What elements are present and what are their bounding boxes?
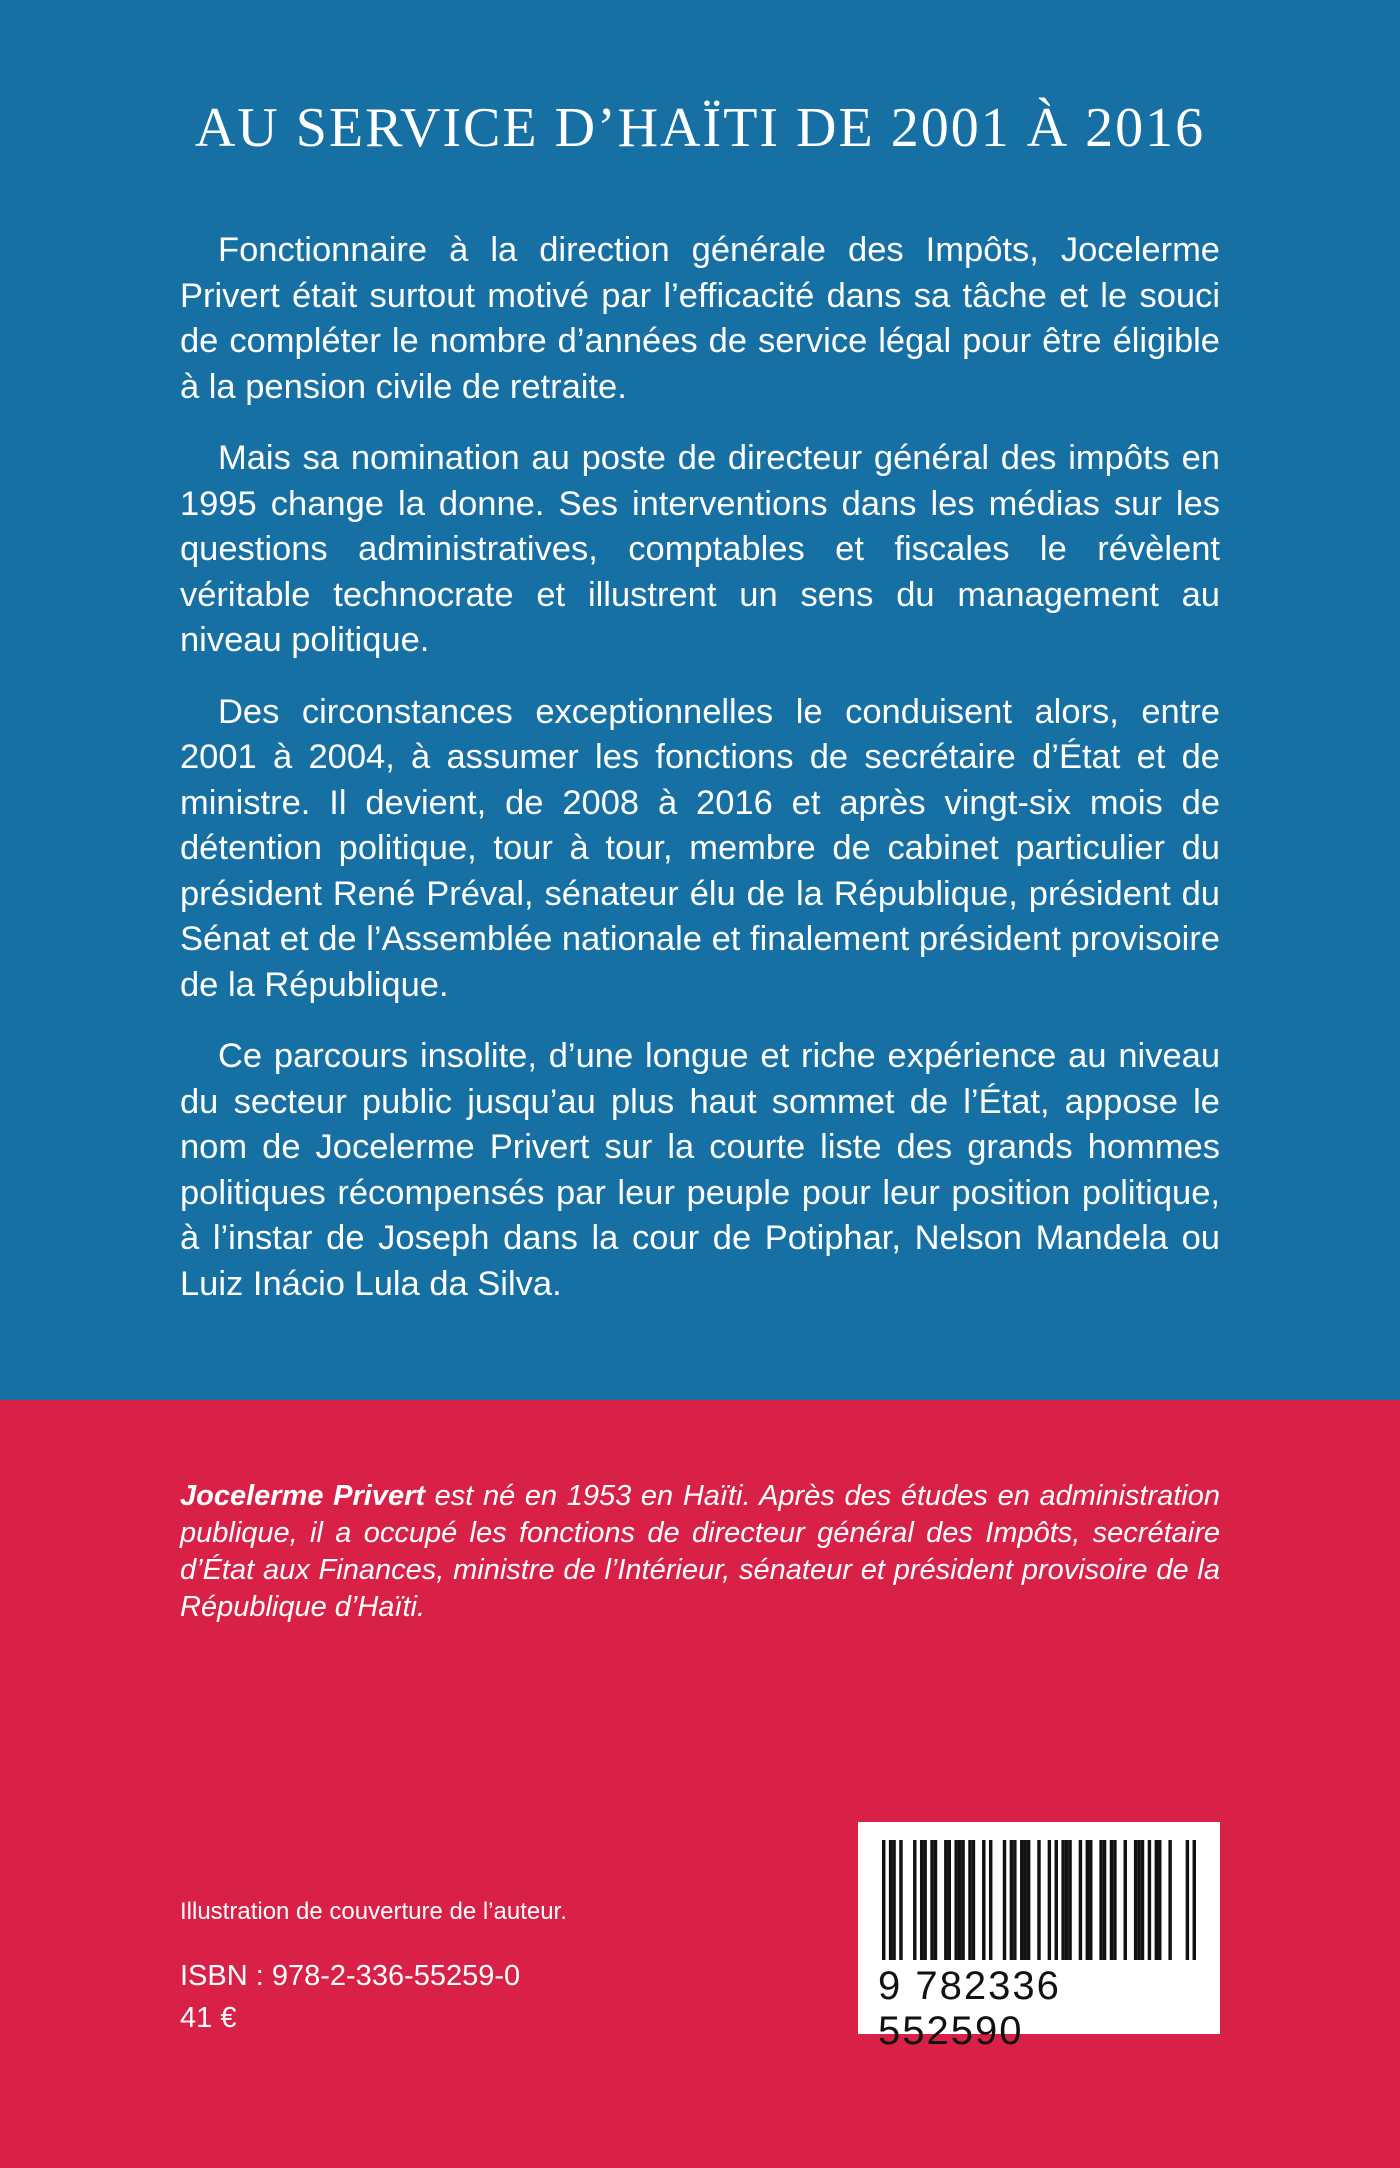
barcode-bar [1110, 1840, 1113, 1960]
barcode-bar [1186, 1840, 1189, 1960]
barcode-bar [982, 1840, 985, 1960]
barcode-bar [948, 1840, 951, 1960]
barcode-bar [1055, 1840, 1058, 1960]
barcode-bar [1027, 1840, 1030, 1960]
barcode-bar [889, 1840, 892, 1960]
barcode-bar [1124, 1840, 1127, 1960]
barcode-bar [1020, 1840, 1023, 1960]
barcode-bar [1103, 1840, 1106, 1960]
barcode-bar [1148, 1840, 1151, 1960]
barcode-bar [954, 1840, 957, 1960]
summary-paragraph: Mais sa nomination au poste de directeur général des impôts en 1995 change la donne. Ses interventions dans les médias sur les questions administratives, comptables et fiscales le révèlent véritable technocrate et illustrent un sens du management au niveau politique. [180, 439, 1220, 659]
barcode-bar [958, 1840, 961, 1960]
barcode-bars [882, 1840, 1196, 1960]
summary-paragraph: Ce parcours insolite, d’une longue et riche expérience au niveau du secteur public jusqu’au plus haut sommet de l’État, appose le nom de Jocelerme Privert sur la courte liste des grands hommes politiques récompensés par leur peuple pour leur position politique, à l’instar de Joseph dans la cour de Potiphar, Nelson Mandela ou Luiz Inácio Lula da Silva. [180, 1037, 1220, 1303]
barcode-bar [1158, 1840, 1161, 1960]
barcode-bar [944, 1840, 947, 1960]
summary-paragraph: Fonctionnaire à la direction générale des Impôts, Jocelerme Privert était surtout motivé par l’efficacité dans sa tâche et le souci de compléter le nombre d’années de service légal pour être éligible à la pension civile de retraite. [180, 231, 1220, 406]
barcode-bar [1068, 1840, 1071, 1960]
author-name: Jocelerme Privert [180, 1480, 426, 1512]
barcode-bar [1079, 1840, 1082, 1960]
barcode [858, 1822, 1220, 2053]
barcode-bar [1023, 1840, 1026, 1960]
barcode-bar [1099, 1840, 1102, 1960]
barcode-bar [1037, 1840, 1040, 1960]
barcode-bar [961, 1840, 964, 1960]
barcode-bar [1168, 1840, 1171, 1960]
barcode-bar [1086, 1840, 1089, 1960]
barcode-bar [989, 1840, 992, 1960]
barcode-bar [899, 1840, 902, 1960]
barcode-bar [1003, 1840, 1006, 1960]
barcode-bar [972, 1840, 975, 1960]
barcode-bar [1113, 1840, 1116, 1960]
barcode-bar [1193, 1840, 1196, 1960]
summary-paragraph: Des circonstances exceptionnelles le conduisent alors, entre 2001 à 2004, à assumer les fonctions de secrétaire d’État et de ministre. Il devient, de 2008 à 2016 et après vingt-six mois de détention politique, tour à tour, membre de cabinet particulier du président René Préval, sénateur élu de la République, président du Sénat et de l’Assemblée nationale et finalement président provisoire de la République. [180, 692, 1220, 1004]
barcode-bar [1013, 1840, 1016, 1960]
book-title: AU SERVICE D’HAÏTI DE 2001 À 2016 [194, 97, 1206, 159]
barcode-bar [1061, 1840, 1064, 1960]
barcode-bar [968, 1840, 971, 1960]
price: 41 € [180, 2002, 237, 2034]
barcode-bar [892, 1840, 895, 1960]
barcode-bar [934, 1840, 937, 1960]
barcode-bar [1137, 1840, 1140, 1960]
summary-text [180, 228, 1220, 1333]
barcode-bar [1048, 1840, 1051, 1960]
barcode-bar [913, 1840, 916, 1960]
barcode-bar [1141, 1840, 1144, 1960]
barcode-bar [1065, 1840, 1068, 1960]
barcode-digits: 9 782336 552590 [878, 1964, 1061, 2053]
author-panel [0, 1400, 1400, 2168]
barcode-bar [1134, 1840, 1137, 1960]
barcode-bar [882, 1840, 885, 1960]
barcode-bar [1089, 1840, 1092, 1960]
barcode-bar [923, 1840, 926, 1960]
barcode-bar [1155, 1840, 1158, 1960]
isbn: ISBN : 978-2-336-55259-0 [180, 1960, 521, 1992]
barcode-bar [930, 1840, 933, 1960]
author-bio [180, 1478, 1220, 1626]
barcode-bar [1010, 1840, 1013, 1960]
cover-credit: Illustration de couverture de l’auteur. [180, 1898, 567, 1925]
author-bio-text: est né en 1953 en Haïti. Après des études en administration publique, il a occupé les fonctions de directeur général des Impôts, secrétaire d’État aux Finances, ministre de l’Intérieur, sénateur et président provisoire de la République d’Haïti. [180, 1480, 1220, 1623]
barcode-bar [920, 1840, 923, 1960]
